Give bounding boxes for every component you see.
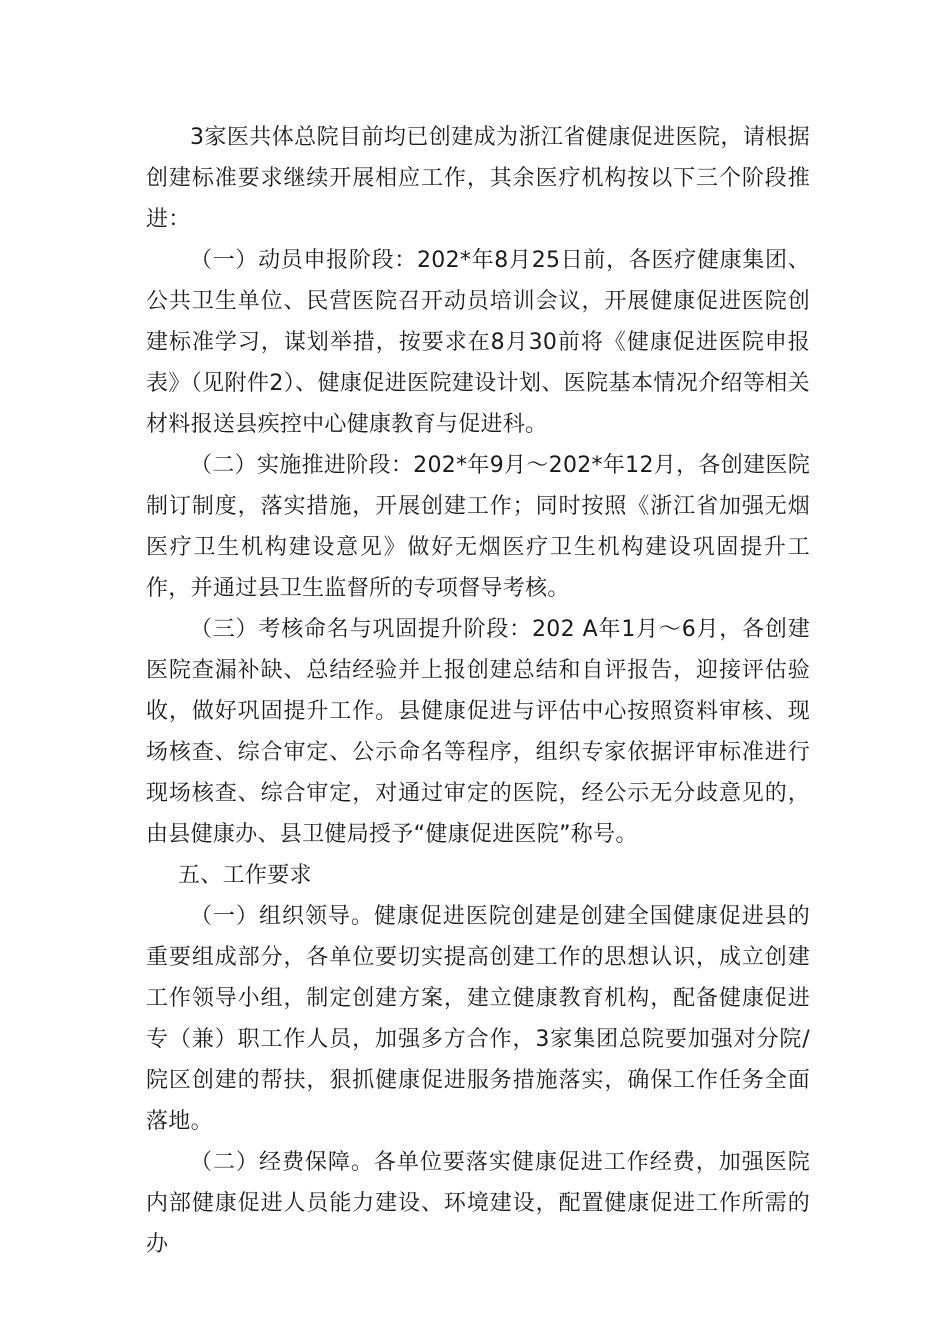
paragraph-organization-leadership: （一）组织领导。健康促进医院创建是创建全国健康促进县的重要组成部分，各单位要切实提高创建工作的思想认识，成立创建工作领导小组，制定创建方案，建立健康教育机构，配备健康促进专（兼）职工作人员，加强多方合作，3家集团总院要加强对分院/院区创建的帮扶，狠抓健康促进服务措施落实，确保工作任务全面落地。 [146,904,810,1134]
paragraph-intro: 3家医共体总院目前均已创建成为浙江省健康促进医院，请根据创建标准要求继续开展相应工作，其余医疗机构按以下三个阶段推进： [146,125,810,232]
section-heading-work-requirements: 五、工作要求 [178,863,312,888]
paragraph-stage-assessment: （三）考核命名与巩固提升阶段：202 A年1月～6月，各创建医院查漏补缺、总结经验并上报创建总结和自评报告，迎接评估验收，做好巩固提升工作。县健康促进与评估中心按照资料审核、现场核查、综合审定、公示命名等程序，组织专家依据评审标准进行现场核查、综合审定，对通过审定的医院，经公示无分歧意见的，由县健康办、县卫健局授予“健康促进医院”称号。 [146,617,810,847]
document-body [146,117,810,1265]
paragraph-funding-guarantee: （二）经费保障。各单位要落实健康促进工作经费，加强医院内部健康促进人员能力建设、环境建设，配置健康促进工作所需的办 [146,1150,810,1257]
paragraph-stage-implementation: （二）实施推进阶段：202*年9月～202*年12月，各创建医院制订制度，落实措施，开展创建工作；同时按照《浙江省加强无烟医疗卫生机构建设意见》做好无烟医疗卫生机构建设巩固提升工作，并通过县卫生监督所的专项督导考核。 [146,453,810,601]
paragraph-stage-mobilization: （一）动员申报阶段：202*年8月25日前，各医疗健康集团、公共卫生单位、民营医院召开动员培训会议，开展健康促进医院创建标准学习，谋划举措，按要求在8月30前将《健康促进医院申报表》（见附件2）、健康促进医院建设计划、医院基本情况介绍等相关材料报送县疾控中心健康教育与促进科。 [146,248,810,437]
